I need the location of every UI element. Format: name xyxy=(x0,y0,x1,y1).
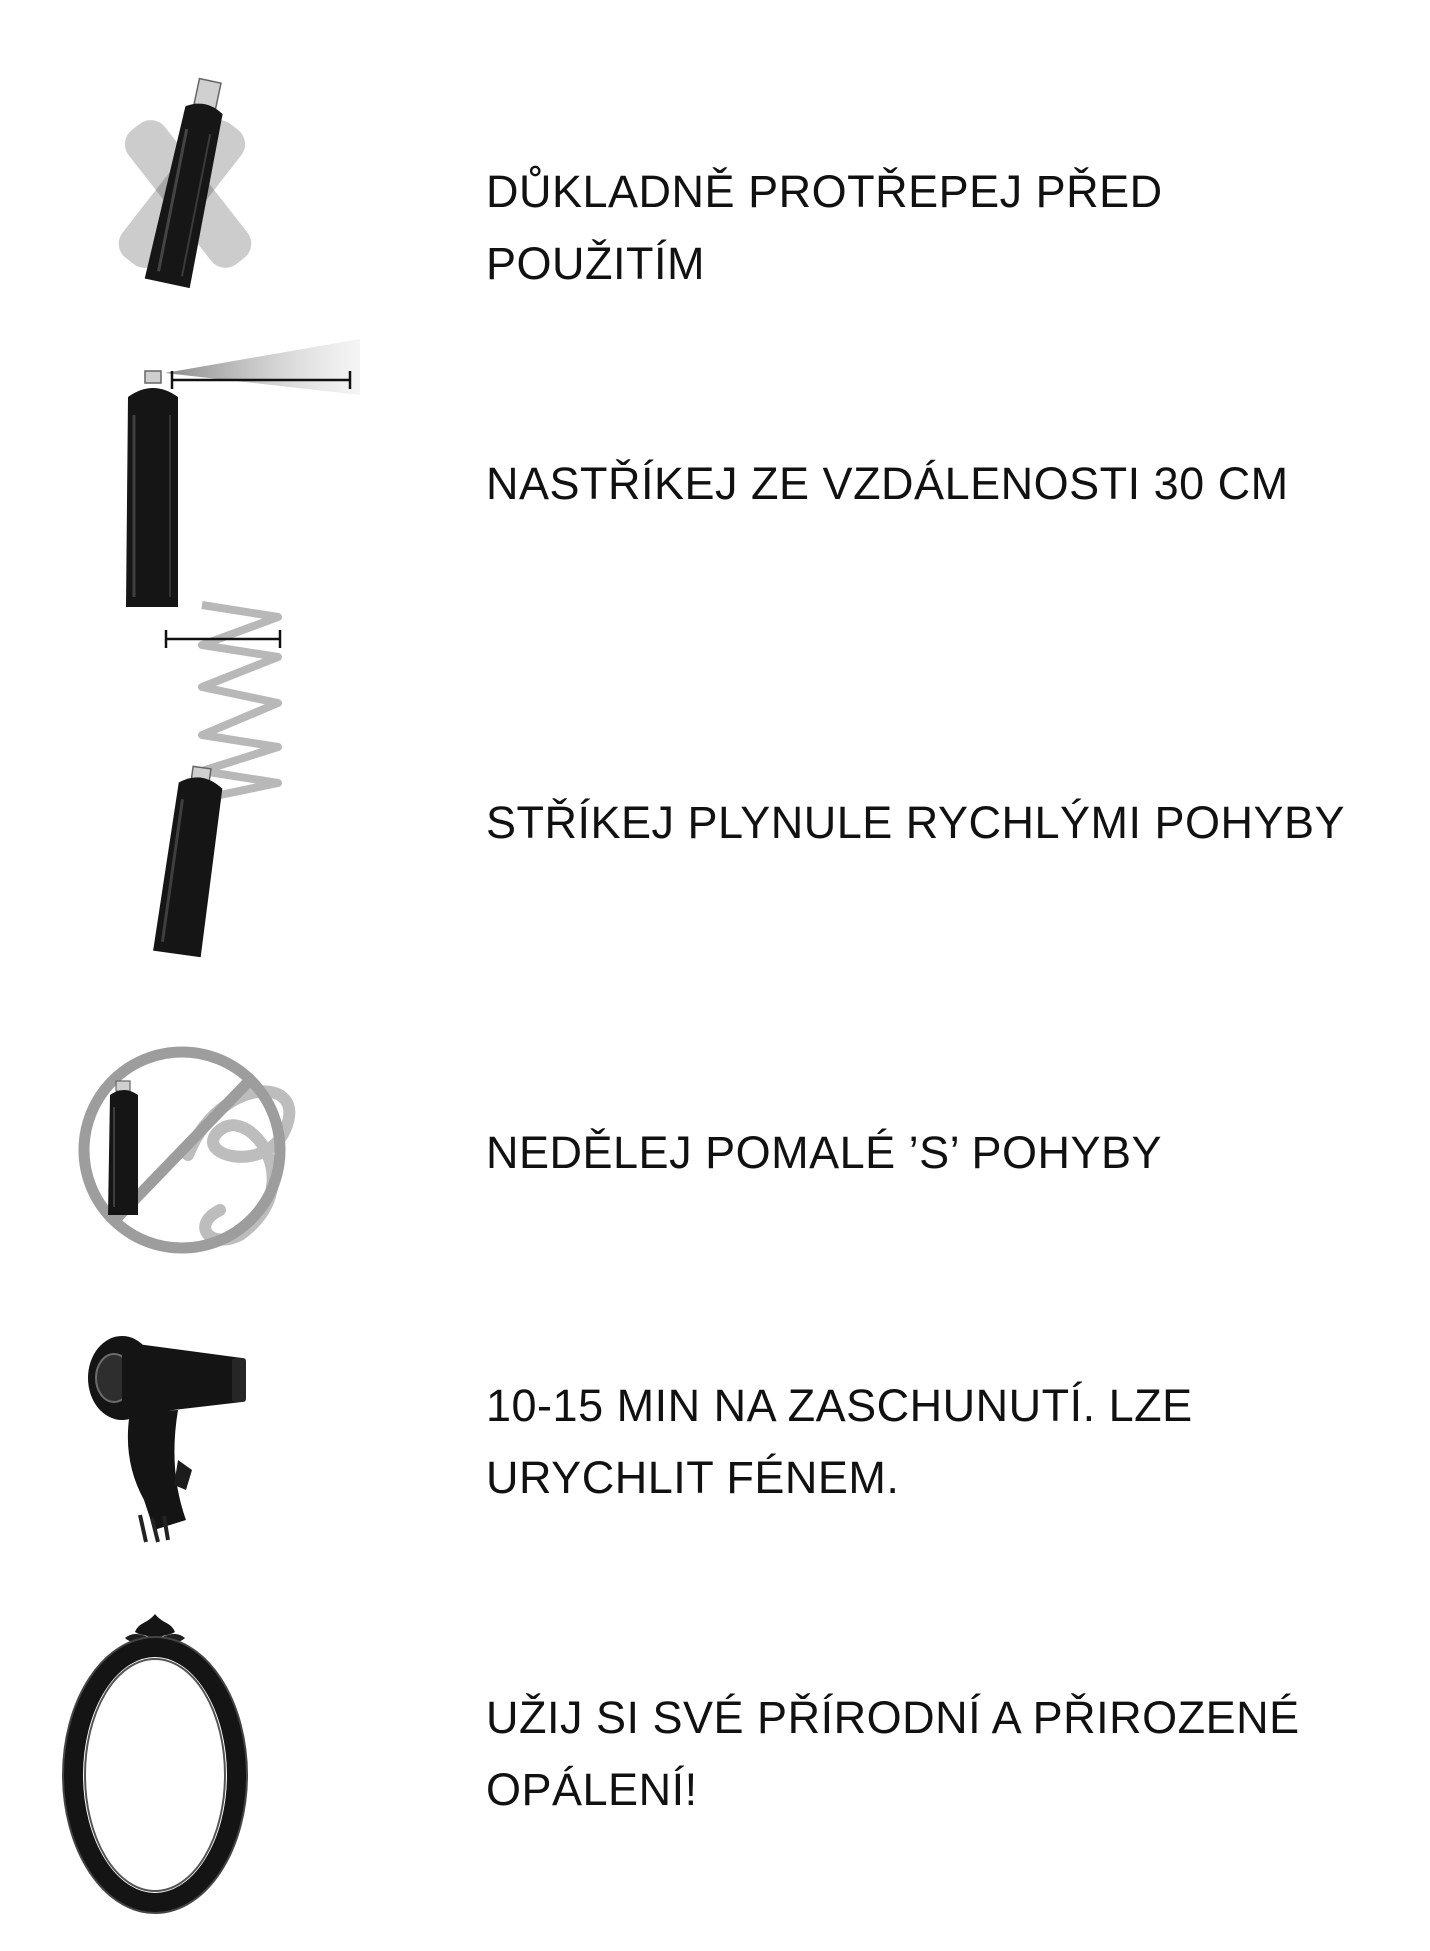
no-slow-s-motion-icon xyxy=(70,1035,320,1265)
zigzag-spray-icon xyxy=(130,595,330,965)
hair-dryer-icon xyxy=(82,1320,252,1550)
mirror-icon xyxy=(55,1610,255,1910)
step-text: NASTŘÍKEJ ZE VZDÁLENOSTI 30 CM xyxy=(486,458,1289,509)
spray-distance-icon xyxy=(120,335,360,615)
step-text: NEDĚLEJ POMALÉ ’S’ POHYBY xyxy=(486,1127,1163,1178)
step-text: 10-15 MIN NA ZASCHUNUTÍ. LZE URYCHLIT FÉNEM. xyxy=(486,1380,1193,1503)
step-text: DŮKLADNĚ PROTŘEPEJ PŘED POUŽITÍM xyxy=(486,166,1163,289)
step-text: STŘÍKEJ PLYNULE RYCHLÝMI POHYBY xyxy=(486,797,1346,848)
shake-can-icon xyxy=(90,70,280,300)
step-text: UŽIJ SI SVÉ PŘÍRODNÍ A PŘIROZENÉ OPÁLENÍ! xyxy=(486,1692,1300,1815)
